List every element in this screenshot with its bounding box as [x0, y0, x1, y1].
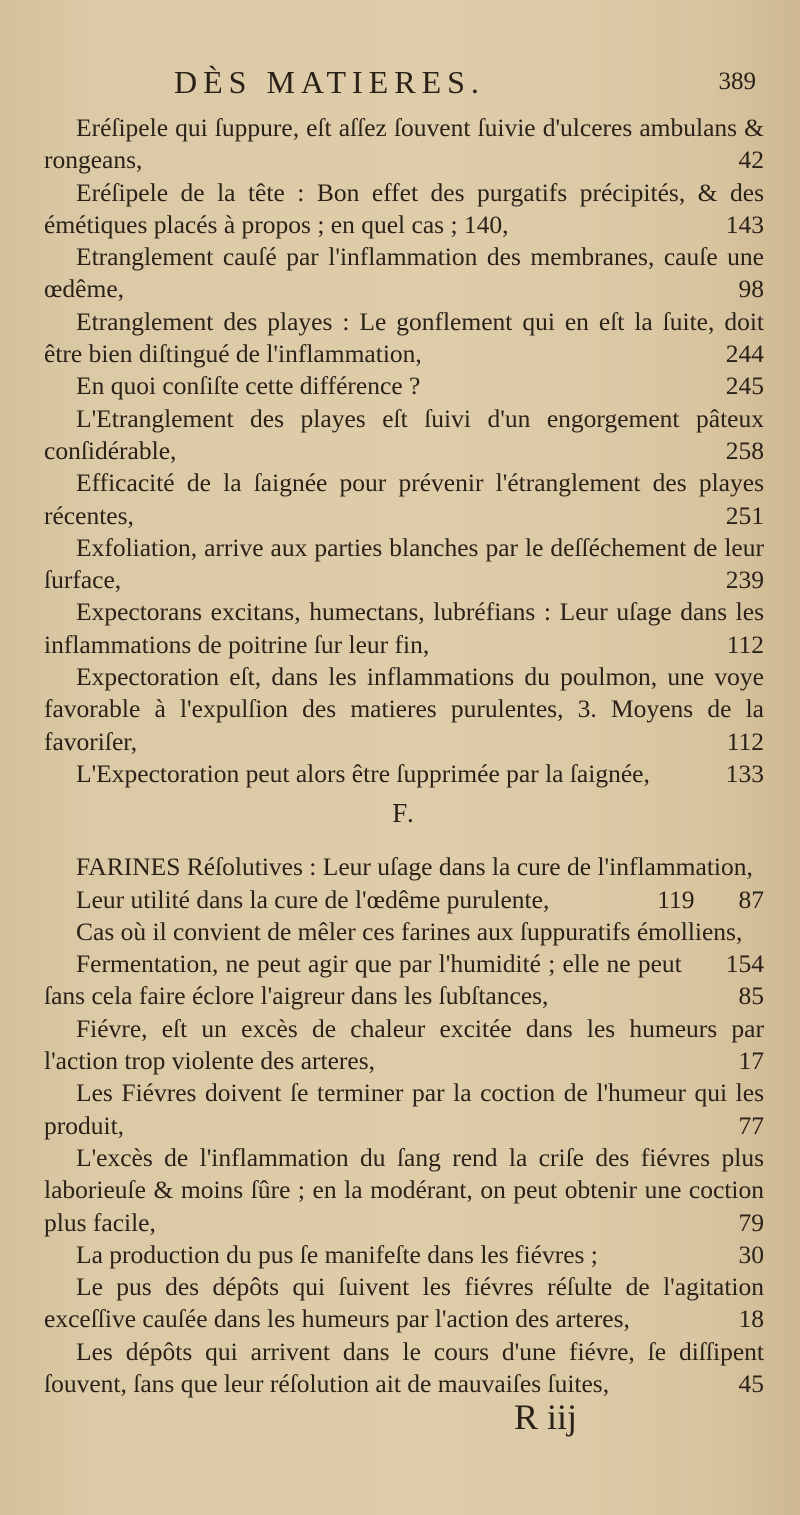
index-entry: Les Fiévres doivent ſe terminer par la coction de l'humeur qui les produit, 77 — [44, 1077, 764, 1142]
index-entry: Eréſipele qui ſuppure, eſt aſſez ſouvent ſuivie d'ulceres ambulans & rongeans, 42 — [44, 112, 764, 177]
page-footer — [44, 1397, 764, 1452]
page-ref: 143 — [725, 209, 764, 239]
index-entries-e — [44, 112, 764, 790]
page-ref: 112 — [726, 629, 764, 659]
index-entry: Efficacité de la ſaignée pour prévenir l'étranglement des playes récentes, 251 — [44, 467, 764, 532]
index-entry: FARINES Réſolutives : Leur uſage dans la cure de l'inflammation, 87 — [44, 851, 764, 883]
page-ref: 133 — [725, 758, 764, 788]
page-number: 389 — [718, 68, 756, 95]
section-letter: F. — [392, 798, 416, 829]
page-ref: 45 — [738, 1368, 764, 1398]
index-entry: Exfoliation, arrive aux parties blanches par le deſſéchement de leur ſurface, 239 — [44, 532, 764, 597]
page-ref: 79 — [738, 1207, 764, 1237]
index-entry: Etranglement des playes : Le gonflement qui en eſt la ſuite, doit être bien diſtingué de l'inflammation, 244 — [44, 306, 764, 371]
running-head: DÈS MATIERES. — [174, 64, 485, 100]
signature-mark: R iij — [514, 1397, 578, 1438]
page-header — [44, 64, 764, 110]
index-entry: L'excès de l'inflammation du ſang rend la criſe des fiévres plus laborieuſe & moins ſûre ; en la modérant, on peut obtenir une coction plus facile, 79 — [44, 1142, 764, 1239]
index-entry: L'Expectoration peut alors être ſupprimée par la ſaignée, 133 — [44, 758, 764, 790]
index-entry: Etranglement cauſé par l'inflammation des membranes, cauſe une œdême, 98 — [44, 241, 764, 306]
page-ref: 112 — [726, 726, 764, 756]
index-entry: Leur utilité dans la cure de l'œdême purulente, 119 — [44, 884, 764, 916]
index-entries-f — [44, 851, 764, 1400]
index-entry: Fiévre, eſt un excès de chaleur excitée dans les humeurs par l'action trop violente des arteres, 17 — [44, 1013, 764, 1078]
page-ref: 30 — [738, 1239, 764, 1269]
page-ref: 42 — [738, 145, 764, 175]
page-ref: 239 — [725, 565, 764, 595]
page-ref: 251 — [725, 500, 764, 530]
page-ref: 258 — [725, 435, 764, 465]
index-entry: En quoi conſiſte cette différence ? 245 — [44, 370, 764, 402]
index-entry: Expectorans excitans, humectans, lubréfians : Leur uſage dans les inflammations de poitrine ſur leur fin, 112 — [44, 596, 764, 661]
page-ref: 245 — [725, 371, 764, 401]
page-ref: 119 — [657, 884, 695, 914]
page-ref: 85 — [738, 981, 764, 1011]
page-ref: 17 — [738, 1046, 764, 1076]
page-ref: 98 — [738, 274, 764, 304]
page-ref: 244 — [725, 339, 764, 369]
index-entry: L'Etranglement des playes eſt ſuivi d'un engorgement pâteux conſidérable, 258 — [44, 403, 764, 468]
page-ref: 77 — [738, 1110, 764, 1140]
page-ref: 87 — [738, 884, 764, 914]
index-entry: Le pus des dépôts qui ſuivent les fiévres réſulte de l'agitation exceſſive cauſée dans les humeurs par l'action des arteres, 18 — [44, 1271, 764, 1336]
page-ref: 154 — [725, 949, 764, 979]
index-entry: Eréſipele de la tête : Bon effet des purgatifs précipités, & des émétiques placés à propos ; en quel cas ; 140, 143 — [44, 177, 764, 242]
page-ref: 18 — [738, 1304, 764, 1334]
index-entry: Cas où il convient de mêler ces farines aux ſuppuratifs émolliens, 154 — [44, 916, 764, 948]
index-entry: La production du pus ſe manifeſte dans les fiévres ; 30 — [44, 1239, 764, 1271]
index-entry: Fermentation, ne peut agir que par l'humidité ; elle ne peut ſans cela faire éclore l'aigreur dans les ſubſtances, 85 — [44, 948, 764, 1013]
index-entry: Expectoration eſt, dans les inflammations du poulmon, une voye favorable à l'expulſion des matieres purulentes, 3. Moyens de la favoriſer, 112 — [44, 661, 764, 758]
index-entry: Les dépôts qui arrivent dans le cours d'une fiévre, ſe diſſipent ſouvent, ſans que leur réſolution ait de mauvaiſes ſuites, 45 — [44, 1336, 764, 1401]
